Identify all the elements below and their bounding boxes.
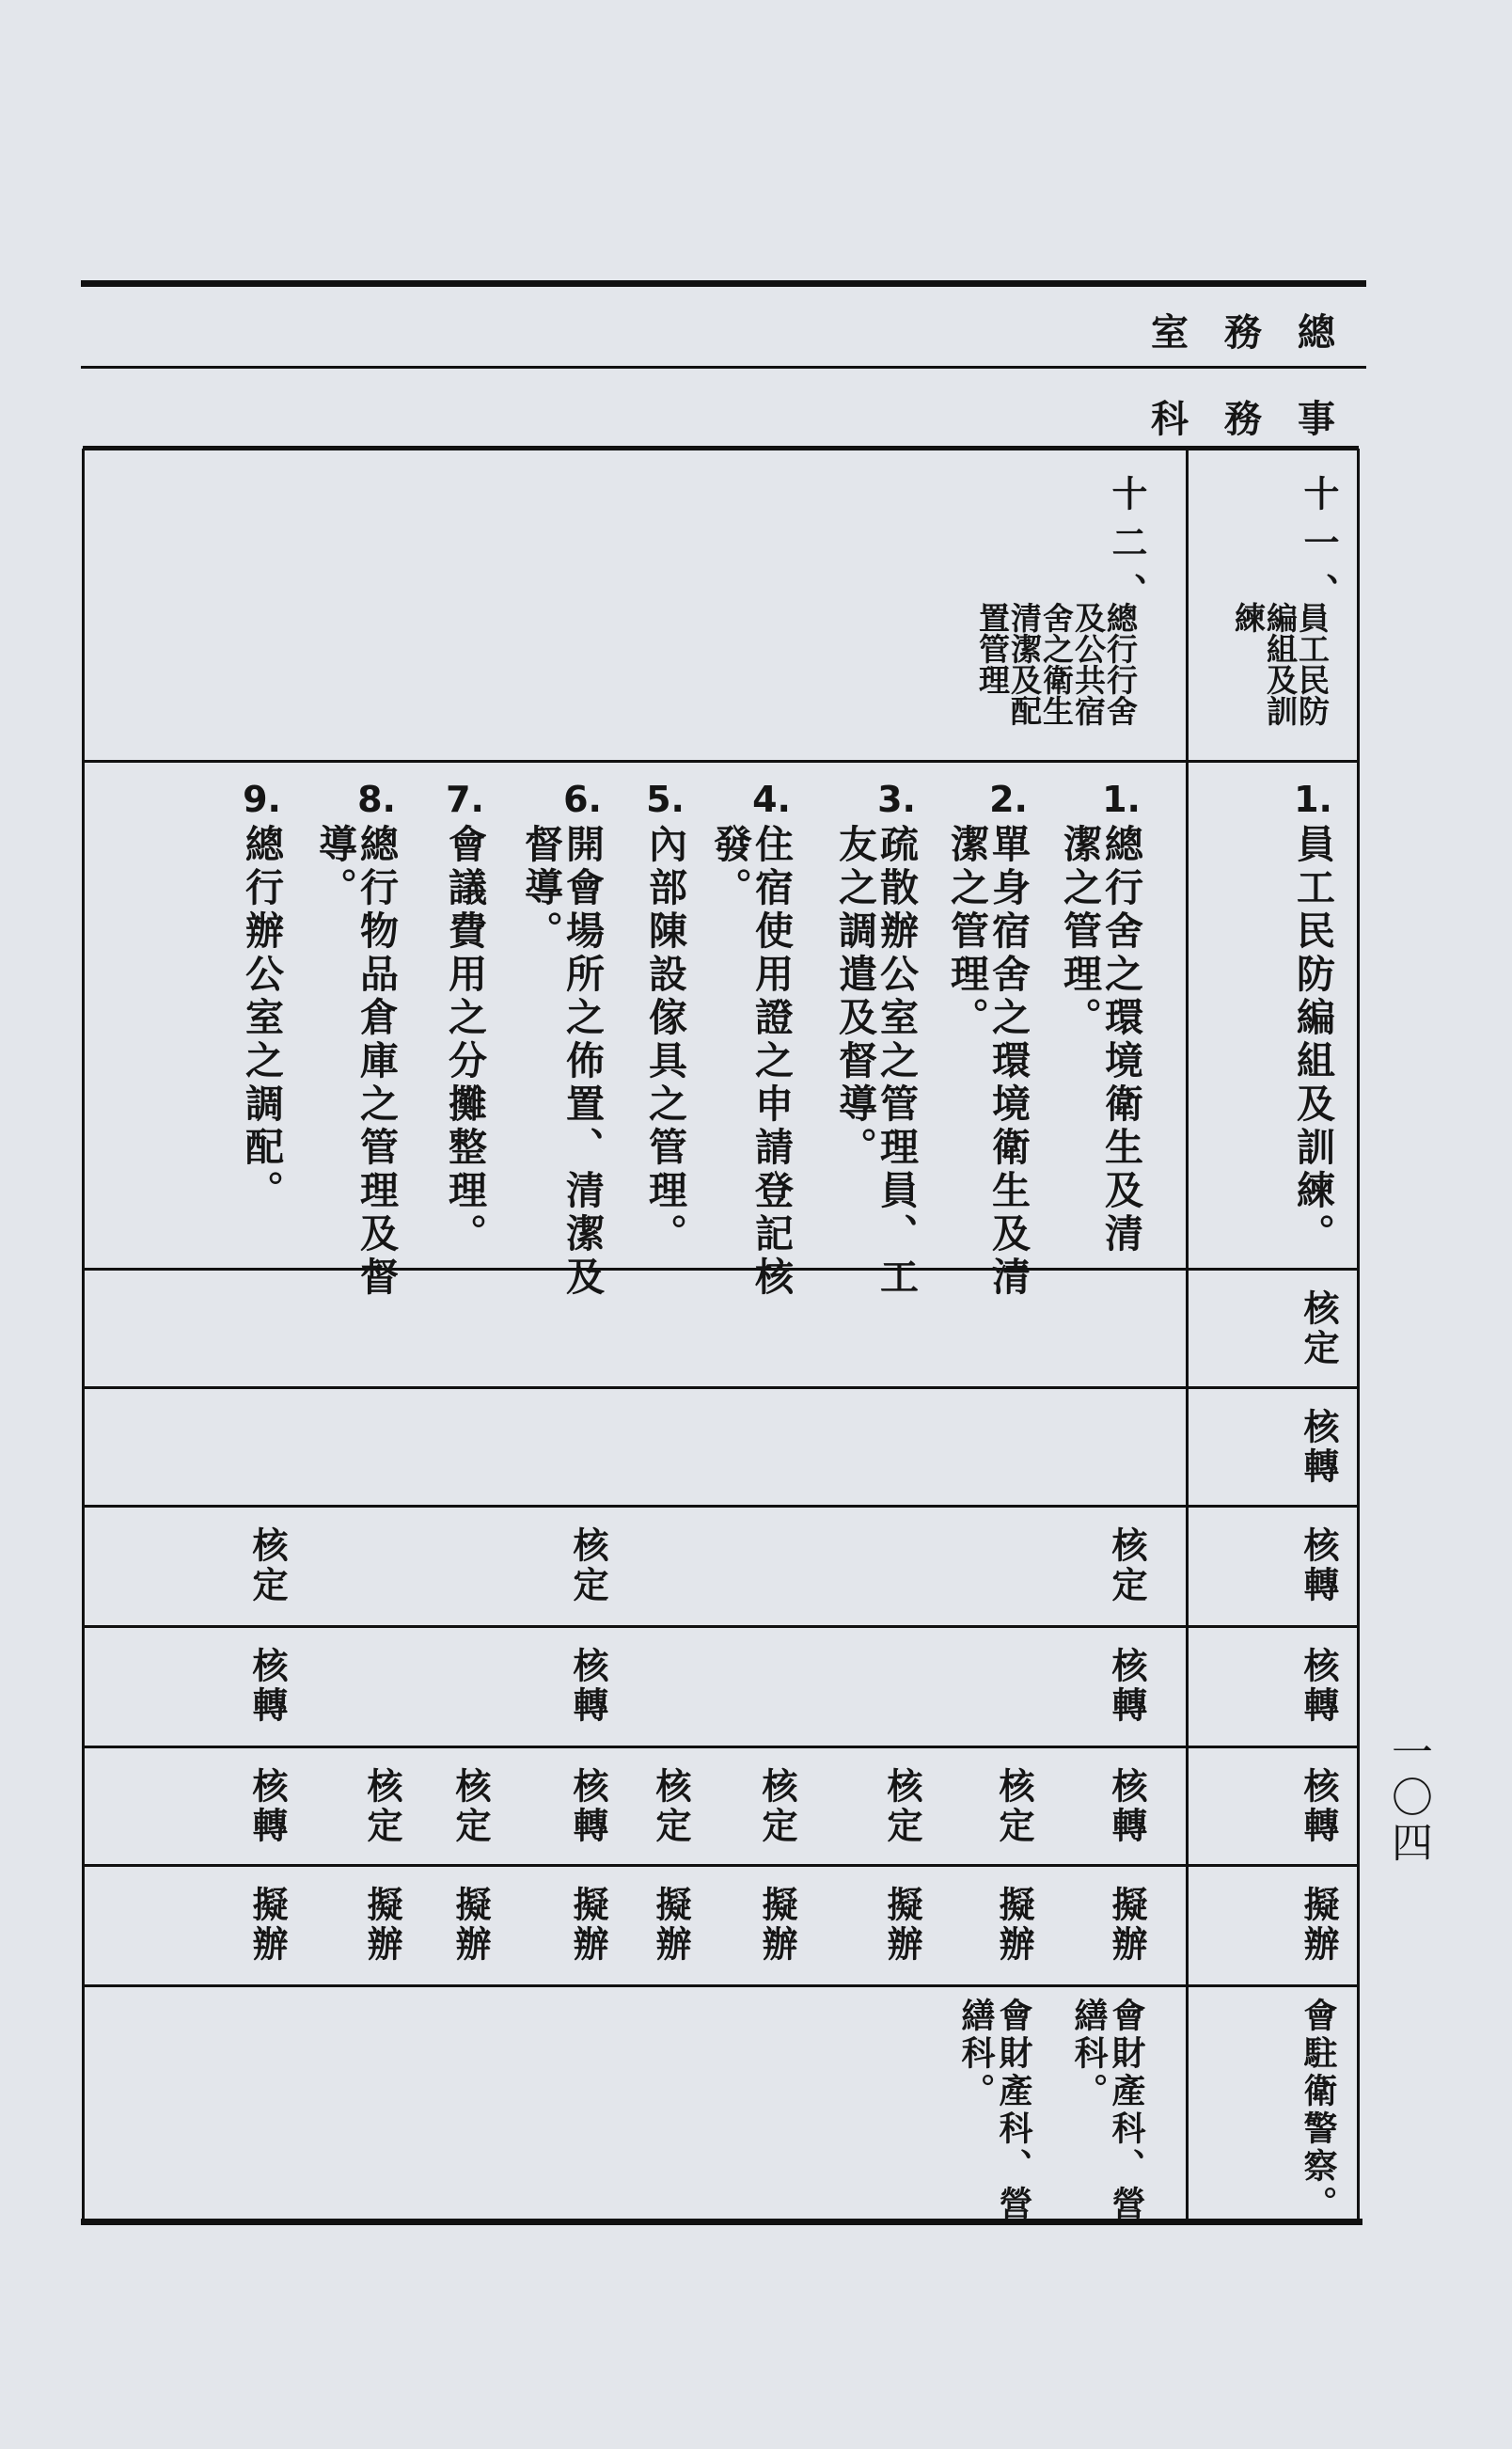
item-title-line: 舍之衛生 (1038, 602, 1075, 726)
draft-mark: 擬辦 (361, 1886, 402, 1965)
row-divider (83, 1386, 1359, 1389)
approve-mark: 核定 (567, 1526, 608, 1605)
draft-mark: 擬辦 (756, 1886, 797, 1965)
row-divider (83, 1984, 1359, 1987)
remark-line: 繕科。 (956, 1998, 995, 2110)
row-divider (83, 1746, 1359, 1748)
table-left-border (82, 449, 85, 2221)
item-title-line: 員工民防 (1294, 602, 1331, 726)
task-text-line: 發。 (707, 824, 752, 910)
task-number: 3. (877, 779, 916, 820)
remark-line: 會駐衛警察。 (1299, 1998, 1337, 2223)
approve-mark: 核定 (993, 1767, 1034, 1846)
draft-mark: 擬辦 (1298, 1886, 1339, 1965)
item-number: 十二、 (1106, 475, 1147, 622)
forward-mark: 核轉 (1298, 1408, 1339, 1487)
remark-line: 繕科。 (1069, 1998, 1108, 2110)
item-title-line: 及公共宿 (1070, 602, 1107, 726)
row-divider (83, 1625, 1359, 1628)
top-rule (81, 280, 1366, 287)
page-number: 一〇四 (1384, 1730, 1432, 1866)
approve-mark: 核定 (881, 1767, 922, 1846)
draft-mark: 擬辦 (881, 1886, 922, 1965)
forward-mark: 核轉 (1298, 1647, 1339, 1726)
forward-mark: 核轉 (567, 1767, 608, 1846)
approve-mark: 核定 (246, 1526, 288, 1605)
task-number: 7. (446, 779, 484, 820)
header-divider (81, 366, 1366, 369)
row-divider (83, 1505, 1359, 1508)
draft-mark: 擬辦 (567, 1886, 608, 1965)
task-text-line: 導。 (312, 824, 357, 910)
table-right-border (1357, 449, 1360, 2221)
task-text-line: 開會場所之佈置、清潔及 (559, 824, 605, 1300)
task-text-line: 潔之管理。 (1057, 824, 1102, 1040)
task-text-line: 會議費用之分攤整理。 (442, 824, 487, 1256)
task-text-line: 總行物品倉庫之管理及督 (354, 824, 399, 1300)
task-number: 6. (563, 779, 602, 820)
row-divider (83, 1864, 1359, 1867)
forward-mark: 核轉 (567, 1647, 608, 1726)
task-text-line: 單身宿舍之環境衛生及清 (985, 824, 1031, 1300)
task-text-line: 督導。 (518, 824, 563, 954)
task-number: 4. (752, 779, 791, 820)
draft-mark: 擬辦 (246, 1886, 288, 1965)
row-divider (83, 760, 1359, 763)
approve-mark: 核定 (449, 1767, 491, 1846)
forward-mark: 核轉 (246, 1767, 288, 1846)
task-text-line: 總行辦公室之調配。 (239, 824, 284, 1213)
task-text-line: 內部陳設傢具之管理。 (642, 824, 687, 1256)
forward-mark: 核轉 (1106, 1767, 1147, 1846)
approve-mark: 核定 (756, 1767, 797, 1846)
approve-mark: 核定 (1298, 1289, 1339, 1368)
office-title: 總務室 (1151, 311, 1371, 355)
row-divider (83, 1268, 1359, 1271)
task-text-line: 疏散辦公室之管理員、工 (874, 824, 919, 1300)
column-divider (1186, 449, 1189, 2221)
item-title-line: 練 (1230, 602, 1267, 633)
item-title-line: 編組及訓 (1262, 602, 1299, 726)
approve-mark: 核定 (1106, 1526, 1147, 1605)
forward-mark: 核轉 (1298, 1767, 1339, 1846)
draft-mark: 擬辦 (449, 1886, 491, 1965)
draft-mark: 擬辦 (650, 1886, 691, 1965)
forward-mark: 核轉 (1106, 1647, 1147, 1726)
approve-mark: 核定 (361, 1767, 402, 1846)
task-text-line: 員工民防編組及訓練。 (1290, 824, 1335, 1256)
item-title-line: 置管理 (974, 602, 1011, 695)
approve-mark: 核定 (650, 1767, 691, 1846)
section-title: 事務科 (1151, 398, 1371, 441)
task-number: 1. (1294, 779, 1332, 820)
forward-mark: 核轉 (1298, 1526, 1339, 1605)
item-title-line: 清潔及配 (1006, 602, 1043, 726)
table-top-border (83, 446, 1359, 450)
task-text-line: 總行舍之環境衛生及清 (1098, 824, 1143, 1256)
task-number: 5. (646, 779, 685, 820)
item-title-line: 總行行舍 (1102, 602, 1139, 726)
table-bottom-border (81, 2219, 1362, 2225)
item-number: 十一、 (1298, 475, 1339, 622)
remark-line: 會財產科、營 (1107, 1998, 1145, 2223)
draft-mark: 擬辦 (1106, 1886, 1147, 1965)
remark-line: 會財產科、營 (994, 1998, 1032, 2223)
task-number: 2. (989, 779, 1028, 820)
task-number: 9. (243, 779, 281, 820)
task-text-line: 住宿使用證之申請登記核 (748, 824, 794, 1300)
draft-mark: 擬辦 (993, 1886, 1034, 1965)
task-number: 1. (1102, 779, 1141, 820)
task-text-line: 友之調遣及督導。 (832, 824, 877, 1170)
task-number: 8. (357, 779, 396, 820)
forward-mark: 核轉 (246, 1647, 288, 1726)
task-text-line: 潔之管理。 (944, 824, 989, 1040)
